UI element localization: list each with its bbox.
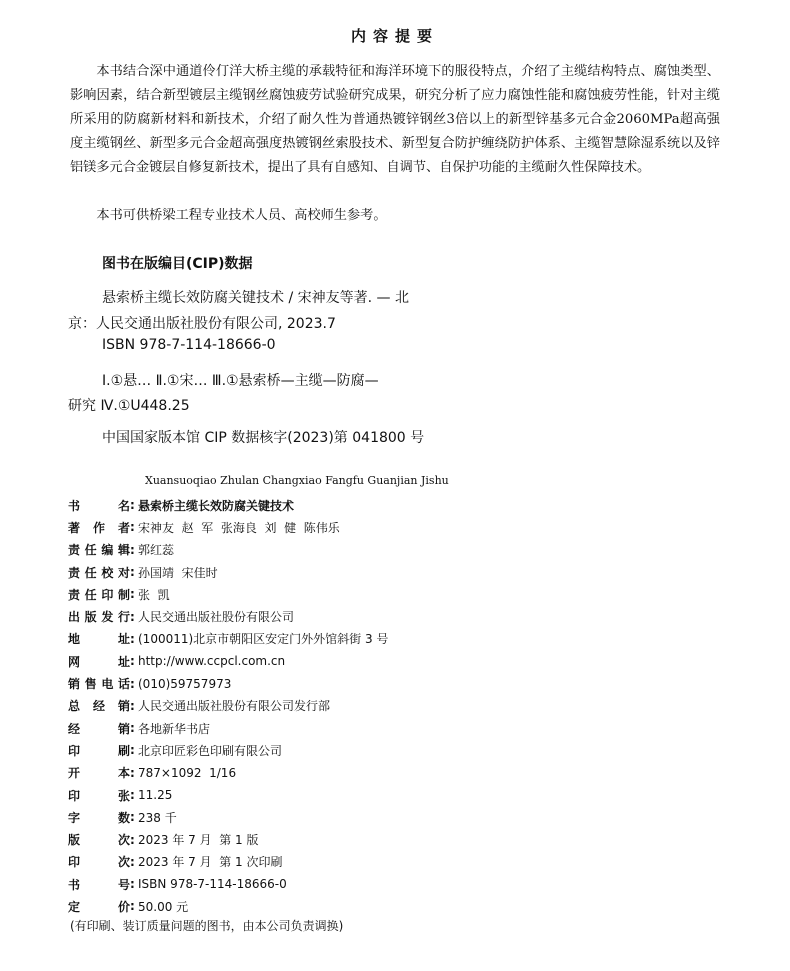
cip-line-2: 京：人民交通出版社股份有限公司, 2023.7 [68, 316, 336, 332]
info-value: 11.25 [138, 788, 173, 802]
quality-notice: (有印刷、装订质量问题的图书，由本公司负责调换) [70, 919, 344, 933]
info-row-word-count: 字数 : 238 千 [68, 810, 177, 825]
info-label: 字数 [68, 810, 130, 825]
info-label: 印张 [68, 788, 130, 803]
info-label: 书号 [68, 877, 130, 892]
info-value: http://www.ccpcl.com.cn [138, 654, 286, 669]
cip-isbn: ISBN 978-7-114-18666-0 [102, 337, 276, 353]
info-value: 张 凯 [138, 587, 170, 602]
info-value: 238 千 [138, 810, 177, 825]
publication-info [68, 494, 748, 918]
info-row-edition: 版次 : 2023 年 7 月 第 1 版 [68, 832, 259, 848]
info-row-proofreader: 责任校对 : 孙国靖 宋佳时 [68, 565, 218, 580]
summary-audience: 本书可供桥梁工程专业技术人员、高校师生参考。 [96, 208, 387, 223]
info-label: 著作者 [68, 520, 130, 535]
info-label: 网址 [68, 654, 130, 669]
cip-record: 中国国家版本馆 CIP 数据核字(2023)第 041800 号 [102, 430, 425, 446]
info-label: 出版发行 [68, 610, 130, 625]
info-value: (010)59757973 [138, 676, 232, 691]
cip-class-2: 研究 Ⅳ.①U448.25 [68, 398, 190, 414]
summary-title: 内容提要 [350, 27, 439, 45]
info-row-publisher: 出版发行 : 人民交通出版社股份有限公司 [68, 609, 295, 625]
info-value: 人民交通出版社股份有限公司发行部 [138, 699, 331, 714]
info-row-distributor: 经销 : 各地新华书店 [68, 721, 211, 736]
info-value: 787×1092 1/16 [138, 765, 237, 780]
info-label: 责任编辑 [68, 543, 130, 558]
pinyin-title: Xuansuoqiao Zhulan Changxiao Fangfu Guanjian Jishu [145, 474, 449, 487]
info-value: 孙国靖 宋佳时 [138, 565, 218, 580]
info-row-format: 开本 : 787×1092 1/16 [68, 765, 237, 781]
info-value: 50.00 元 [138, 899, 189, 914]
info-label: 销售电话 [68, 677, 130, 692]
info-label: 开本 [68, 766, 130, 781]
info-row-title: 书名 : 悬索桥主缆长效防腐关键技术 [68, 498, 295, 513]
info-label: 定价 [68, 899, 130, 914]
info-row-authors: 著作者 : 宋神友 赵 军 张海良 刘 健 陈伟乐 [68, 520, 340, 535]
info-label: 地址 [68, 632, 130, 647]
info-row-sheets: 印张 : 11.25 [68, 788, 173, 803]
info-value: (100011)北京市朝阳区安定门外外馆斜街 3 号 [138, 632, 389, 647]
info-row-printer: 印刷 : 北京印匠彩色印刷有限公司 [68, 743, 283, 758]
cip-class-1: Ⅰ.①悬… Ⅱ.①宋… Ⅲ.①悬索桥—主缆—防腐— [102, 373, 379, 389]
info-value: 郭红蕊 [138, 543, 175, 558]
info-value: 2023 年 7 月 第 1 版 [138, 833, 259, 848]
info-row-editor: 责任编辑 : 郭红蕊 [68, 542, 175, 558]
info-row-printing-supervisor: 责任印制 : 张 凯 [68, 587, 170, 602]
info-row-address: 地址 : (100011)北京市朝阳区安定门外外馆斜街 3 号 [68, 631, 389, 647]
info-value: ISBN 978-7-114-18666-0 [138, 877, 287, 892]
info-label: 责任校对 [68, 565, 130, 580]
info-label: 经销 [68, 721, 130, 736]
info-value: 各地新华书店 [138, 721, 211, 736]
info-label: 责任印制 [68, 587, 130, 602]
info-row-impression: 印次 : 2023 年 7 月 第 1 次印刷 [68, 854, 283, 870]
info-label: 印次 [68, 855, 130, 870]
info-row-general-distributor: 总经销 : 人民交通出版社股份有限公司发行部 [68, 698, 331, 714]
info-row-website: 网址 : http://www.ccpcl.com.cn [68, 654, 286, 669]
info-label: 印刷 [68, 743, 130, 758]
summary-body: 本书结合深中通道伶仃洋大桥主缆的承载特征和海洋环境下的服役特点，介绍了主缆结构特点、腐蚀类型、影响因素，结合新型镀层主缆钢丝腐蚀疲劳试验研究成果，研究分析了应力腐蚀性能和腐蚀疲劳性能，针对主缆所采用的防腐新材料和新技术，介绍了耐久性为普通热镀锌钢丝3倍以上的新型锌基多元合金2060MPa超高强度主缆钢丝、新型多元合金超高强度热镀钢丝索股技术、新型复合防护缠绕防护体系、主缆智慧除湿系统以及锌铝镁多元合金镀层自修复新技术，提出了具有自感知、自调节、自保护功能的主缆耐久性保障技术。 [70, 64, 720, 175]
info-value: 宋神友 赵 军 张海良 刘 健 陈伟乐 [138, 520, 340, 535]
info-label: 版次 [68, 833, 130, 848]
info-row-price: 定价 : 50.00 元 [68, 899, 189, 914]
info-label: 总经销 [68, 699, 130, 714]
info-row-isbn: 书号 : ISBN 978-7-114-18666-0 [68, 877, 287, 892]
info-value: 北京印匠彩色印刷有限公司 [138, 743, 283, 758]
info-row-sales-phone: 销售电话 : (010)59757973 [68, 676, 232, 692]
cip-line-1: 悬索桥主缆长效防腐关键技术 / 宋神友等著. — 北 [102, 290, 409, 306]
info-value: 2023 年 7 月 第 1 次印刷 [138, 855, 283, 870]
cip-title: 图书在版编目(CIP)数据 [102, 256, 253, 272]
info-value: 人民交通出版社股份有限公司 [138, 610, 295, 625]
info-label: 书名 [68, 498, 130, 513]
info-value: 悬索桥主缆长效防腐关键技术 [138, 498, 295, 513]
